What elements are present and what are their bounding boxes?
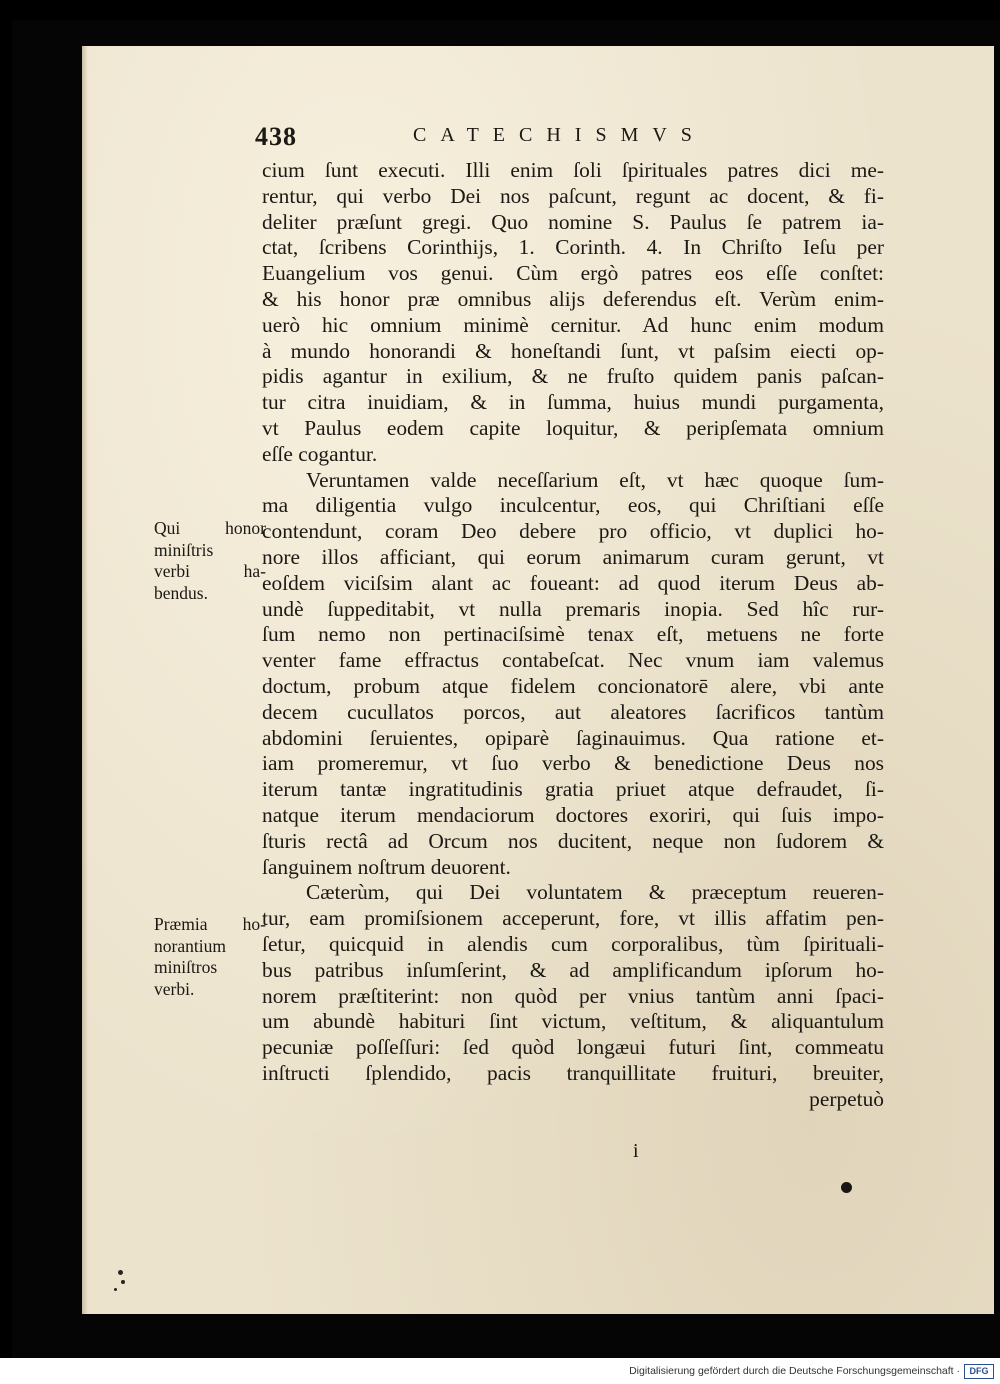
margin-note-praemia: [154, 914, 266, 1000]
text-line: undè ſuppeditabit, vt nulla premaris inopia. Sed hîc rur-: [262, 596, 884, 621]
paper-speck: [118, 1270, 123, 1275]
text-line: venter fame effractus contabeſcat. Nec vnum iam valemus: [262, 648, 884, 673]
signature-mark: i: [633, 1140, 639, 1162]
margin-note-line: verbi ha-: [154, 561, 266, 581]
text-line: deliter præſunt gregi. Quo nomine S. Paulus ſe patrem ia-: [262, 209, 884, 234]
text-line: vt Paulus eodem capite loquitur, & peripſemata omnium: [262, 415, 884, 440]
margin-note-line: bendus.: [154, 582, 208, 603]
paper-speck: [121, 1280, 125, 1284]
page-header: [255, 122, 895, 158]
text-line: doctum, probum atque fidelem concionatorē alere, vbi ante: [262, 673, 884, 698]
text-line: pidis agantur in exilium, & ne fruſto quidem panis paſcan-: [262, 364, 884, 389]
footer-bar: [0, 1358, 1000, 1384]
text-line: cium ſunt executi. Illi enim ſoli ſpirituales patres dici me-: [262, 158, 884, 182]
text-line: iterum tantæ ingratitudinis gratia priuet atque defraudet, ſi-: [262, 777, 884, 802]
text-line: ſanguinem noſtrum deuorent.: [262, 854, 511, 879]
text-line: nore illos afficiant, qui eorum animarum curam gerunt, vt: [262, 544, 884, 569]
text-line: contendunt, coram Deo debere pro officio, vt duplici ho-: [262, 519, 884, 544]
text-line: & his honor præ omnibus alijs deferendus eſt. Verùm enim-: [262, 286, 884, 311]
catchword: perpetuò: [809, 1086, 884, 1111]
paper-speck: [114, 1288, 117, 1291]
margin-note-line: Præmia ho-: [154, 914, 266, 934]
funding-notice: Digitalisierung gefördert durch die Deutsche Forschungsgemeinschaft ·: [629, 1365, 960, 1377]
paragraph-start-line: Cæterùm, qui Dei voluntatem & præceptum reueren-: [306, 880, 884, 905]
text-line: eoſdem viciſsim alant ac foueant: ad quod iterum Deus ab-: [262, 570, 884, 595]
margin-note-line: norantium: [154, 935, 226, 956]
text-line: Euangelium vos genui. Cùm ergò patres eos eſſe conſtet:: [262, 261, 884, 286]
text-line: ma diligentia vulgo inculcentur, eos, qui Chriſtiani eſſe: [262, 493, 884, 518]
text-line: ſetur, quicquid in alendis cum corporalibus, tùm ſpirituali-: [262, 931, 884, 956]
ink-spot: [841, 1182, 852, 1193]
text-line: ſturis rectâ ad Orcum nos ducitent, neque non ſudorem &: [262, 828, 884, 853]
margin-note-line: Qui honor: [154, 518, 266, 538]
margin-note-line: miniſtros: [154, 957, 218, 977]
margin-note-line: verbi.: [154, 978, 195, 999]
text-line: ſum nemo non pertinaciſsimè tenax eſt, metuens ne forte: [262, 622, 884, 647]
margin-note-honor: [154, 518, 266, 604]
text-line: abdomini ſeruientes, opiparè ſaginauimus. Qua ratione et-: [262, 725, 884, 750]
page-number: 438: [255, 122, 297, 151]
text-line: uerò hic omnium minimè cernitur. Ad hunc enim modum: [262, 312, 884, 337]
text-line: iam promeremur, vt ſuo verbo & benedictione Deus nos: [262, 751, 884, 776]
text-line: natque iterum mendaciorum doctores exoriri, qui ſuis impo-: [262, 802, 884, 827]
text-line: norem præſtiterint: non quòd per vnius tantùm anni ſpaci-: [262, 983, 884, 1008]
running-title: CATECHISMVS: [413, 124, 706, 146]
text-line: rentur, qui verbo Dei nos paſcunt, regunt ac docent, & fi-: [262, 183, 884, 208]
paragraph-start-line: Veruntamen valde neceſſarium eſt, vt hæc quoque ſum-: [306, 467, 884, 492]
text-line: tur, eam promiſsionem acceperunt, fore, vt illis affatim pen-: [262, 906, 884, 931]
text-line: ctat, ſcribens Corinthijs, 1. Corinth. 4. In Chriſto Ieſu per: [262, 235, 884, 260]
dfg-logo-icon: DFG: [964, 1364, 994, 1379]
text-line: eſſe cogantur.: [262, 441, 378, 466]
margin-note-line: miniſtris: [154, 539, 214, 560]
text-line: um abundè habituri ſint victum, veſtitum, & aliquantulum: [262, 1009, 884, 1034]
text-line: bus patribus inſumſerint, & ad amplificandum ipſorum ho-: [262, 957, 884, 982]
body-text: [262, 158, 884, 1112]
text-line: tur citra inuidiam, & in ſumma, huius mundi purgamenta,: [262, 390, 884, 415]
text-line: inſtructi ſplendido, pacis tranquillitate fruituri, breuiter,: [262, 1060, 884, 1085]
text-line: decem cucullatos porcos, aut aleatores ſacrificos tantùm: [262, 699, 884, 724]
text-line: pecuniæ poſſeſſuri: ſed quòd longæui futuri ſint, commeatu: [262, 1035, 884, 1060]
page-edge-shadow: [82, 46, 88, 1314]
text-line: à mundo honorandi & honeſtandi ſunt, vt paſsim eiecti op-: [262, 338, 884, 363]
